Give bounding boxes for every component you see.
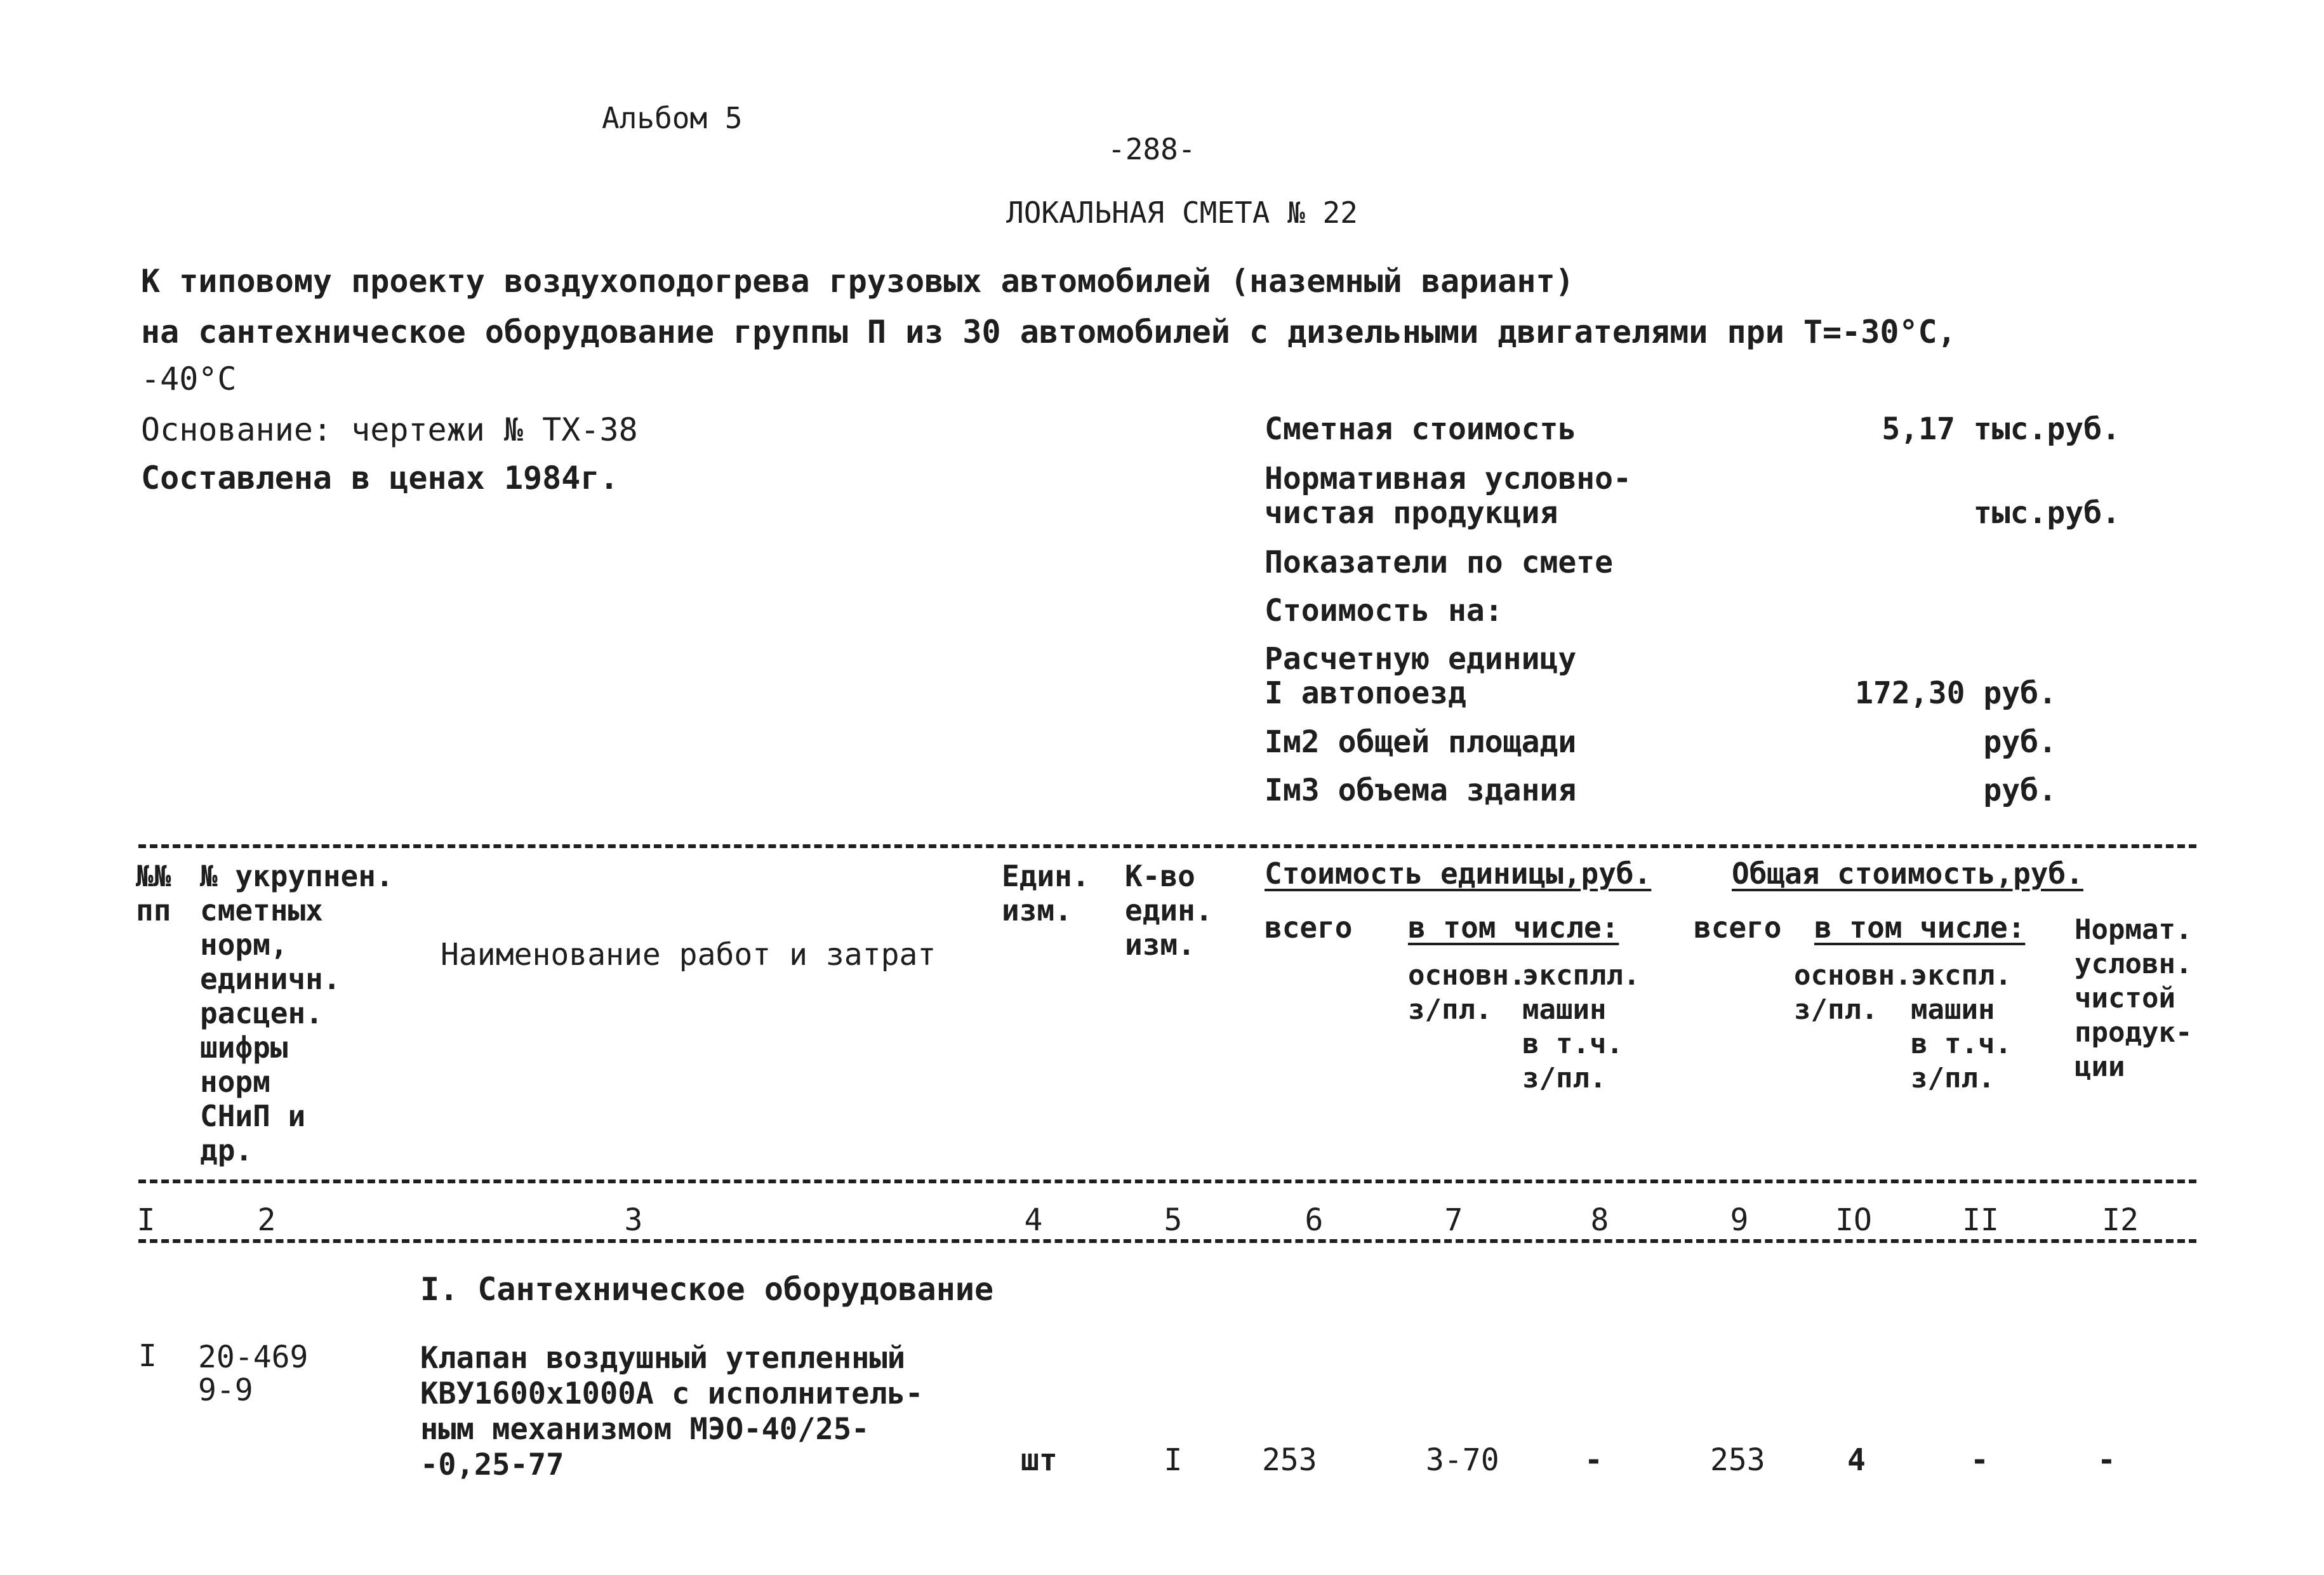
calc-unit-value: 172,30 руб. [1855,675,2057,711]
column-number: I [136,1202,156,1238]
column-number: 4 [1024,1202,1043,1238]
cost-per-label: Стоимость на: [1265,593,1503,628]
m2-label: Iм2 общей площади [1265,724,1577,760]
subtitle-line-3: -40°С [141,361,237,397]
col-header-unit: Един. изм. [1002,859,1090,927]
indicators-label: Показатели по смете [1265,545,1614,580]
row-total-machine: - [1970,1442,1989,1478]
column-number: II [1962,1202,1999,1238]
row-unit-machine: - [1584,1442,1603,1478]
normative-label-1: Нормативная условно- [1265,461,1631,496]
header-bottom-rule [138,1180,2196,1183]
col-header-total-machine: экспл. машин в т.ч. з/пл. [1911,959,2012,1094]
row-normative: - [2097,1442,2116,1478]
col-header-num: №№ пп [136,859,171,927]
col-header-total-breakdown: в том числе: [1814,910,2026,945]
album-label: Альбом 5 [602,101,743,135]
subtitle-line-1: К типовому проекту воздухоподогрева грузовых автомобилей (наземный вариант) [141,263,1574,300]
unit-cost-group-header: Стоимость единицы,руб. [1265,856,1652,891]
column-number: 7 [1444,1202,1463,1238]
col-header-unit-total: всего [1265,910,1353,945]
row-name: Клапан воздушный утепленный КВУ1600х1000А с исполнитель- ным механизмом МЭО-40/25- -0,25-77 [420,1341,924,1482]
section-title: I. Сантехническое оборудование [420,1271,994,1308]
m3-label: Iм3 объема здания [1265,773,1577,808]
m2-value: руб. [1983,724,2057,760]
row-number: I [138,1338,157,1374]
col-header-unit-breakdown: в том числе: [1408,910,1619,945]
row-unit-total: 253 [1262,1442,1317,1478]
col-header-normative: Нормат. условн. чистой продук- ции [2075,914,2193,1083]
column-number: IO [1835,1202,1872,1238]
row-unit: шт [1021,1442,1058,1478]
column-number: 3 [624,1202,643,1238]
row-total: 253 [1710,1442,1765,1478]
column-number: 2 [257,1202,276,1238]
calc-unit-label-1: Расчетную единицу [1265,641,1577,677]
row-qty: I [1164,1442,1183,1478]
normative-label-2: чистая продукция [1265,495,1558,531]
estimated-cost-value: 5,17 тыс.руб. [1882,411,2120,447]
row-total-wage: 4 [1847,1442,1866,1478]
col-header-total: всего [1694,910,1782,945]
row-unit-wage: 3-70 [1426,1442,1499,1478]
table-top-rule [138,844,2196,848]
col-header-total-wage: основн. з/пл. [1794,959,1912,1026]
column-number: 8 [1590,1202,1609,1238]
document-title: ЛОКАЛЬНАЯ СМЕТА № 22 [1006,196,1358,230]
basis-text: Основание: чертежи № ТХ-38 [141,411,638,448]
column-number: 6 [1305,1202,1324,1238]
subtitle-line-2: на сантехническое оборудование группы П из 30 автомобилей с дизельными двигателями при Т=-30°С, [141,314,1956,350]
normative-value: тыс.руб. [1973,495,2120,531]
total-cost-group-header: Общая стоимость,руб. [1732,856,2083,891]
calc-unit-label-2: I автопоезд [1265,675,1466,711]
row-code: 20-469 9-9 [198,1339,309,1408]
column-number: I2 [2102,1202,2139,1238]
page-number: -288- [1108,132,1196,166]
column-number-rule [138,1239,2196,1243]
col-header-name: Наименование работ и затрат [441,937,936,973]
col-header-unit-wage: основн. з/пл. [1408,959,1526,1026]
col-header-qty: К-во един. изм. [1125,859,1213,962]
estimated-cost-label: Сметная стоимость [1265,411,1577,447]
col-header-code: № укрупнен. сметных норм, единичн. расцен. шифры норм СНиП и др. [200,859,394,1167]
col-header-unit-machine: эксплл. машин в т.ч. з/пл. [1522,959,1640,1094]
column-number: 9 [1730,1202,1749,1238]
m3-value: руб. [1983,773,2057,808]
column-number: 5 [1164,1202,1183,1238]
prices-text: Составлена в ценах 1984г. [141,460,619,496]
